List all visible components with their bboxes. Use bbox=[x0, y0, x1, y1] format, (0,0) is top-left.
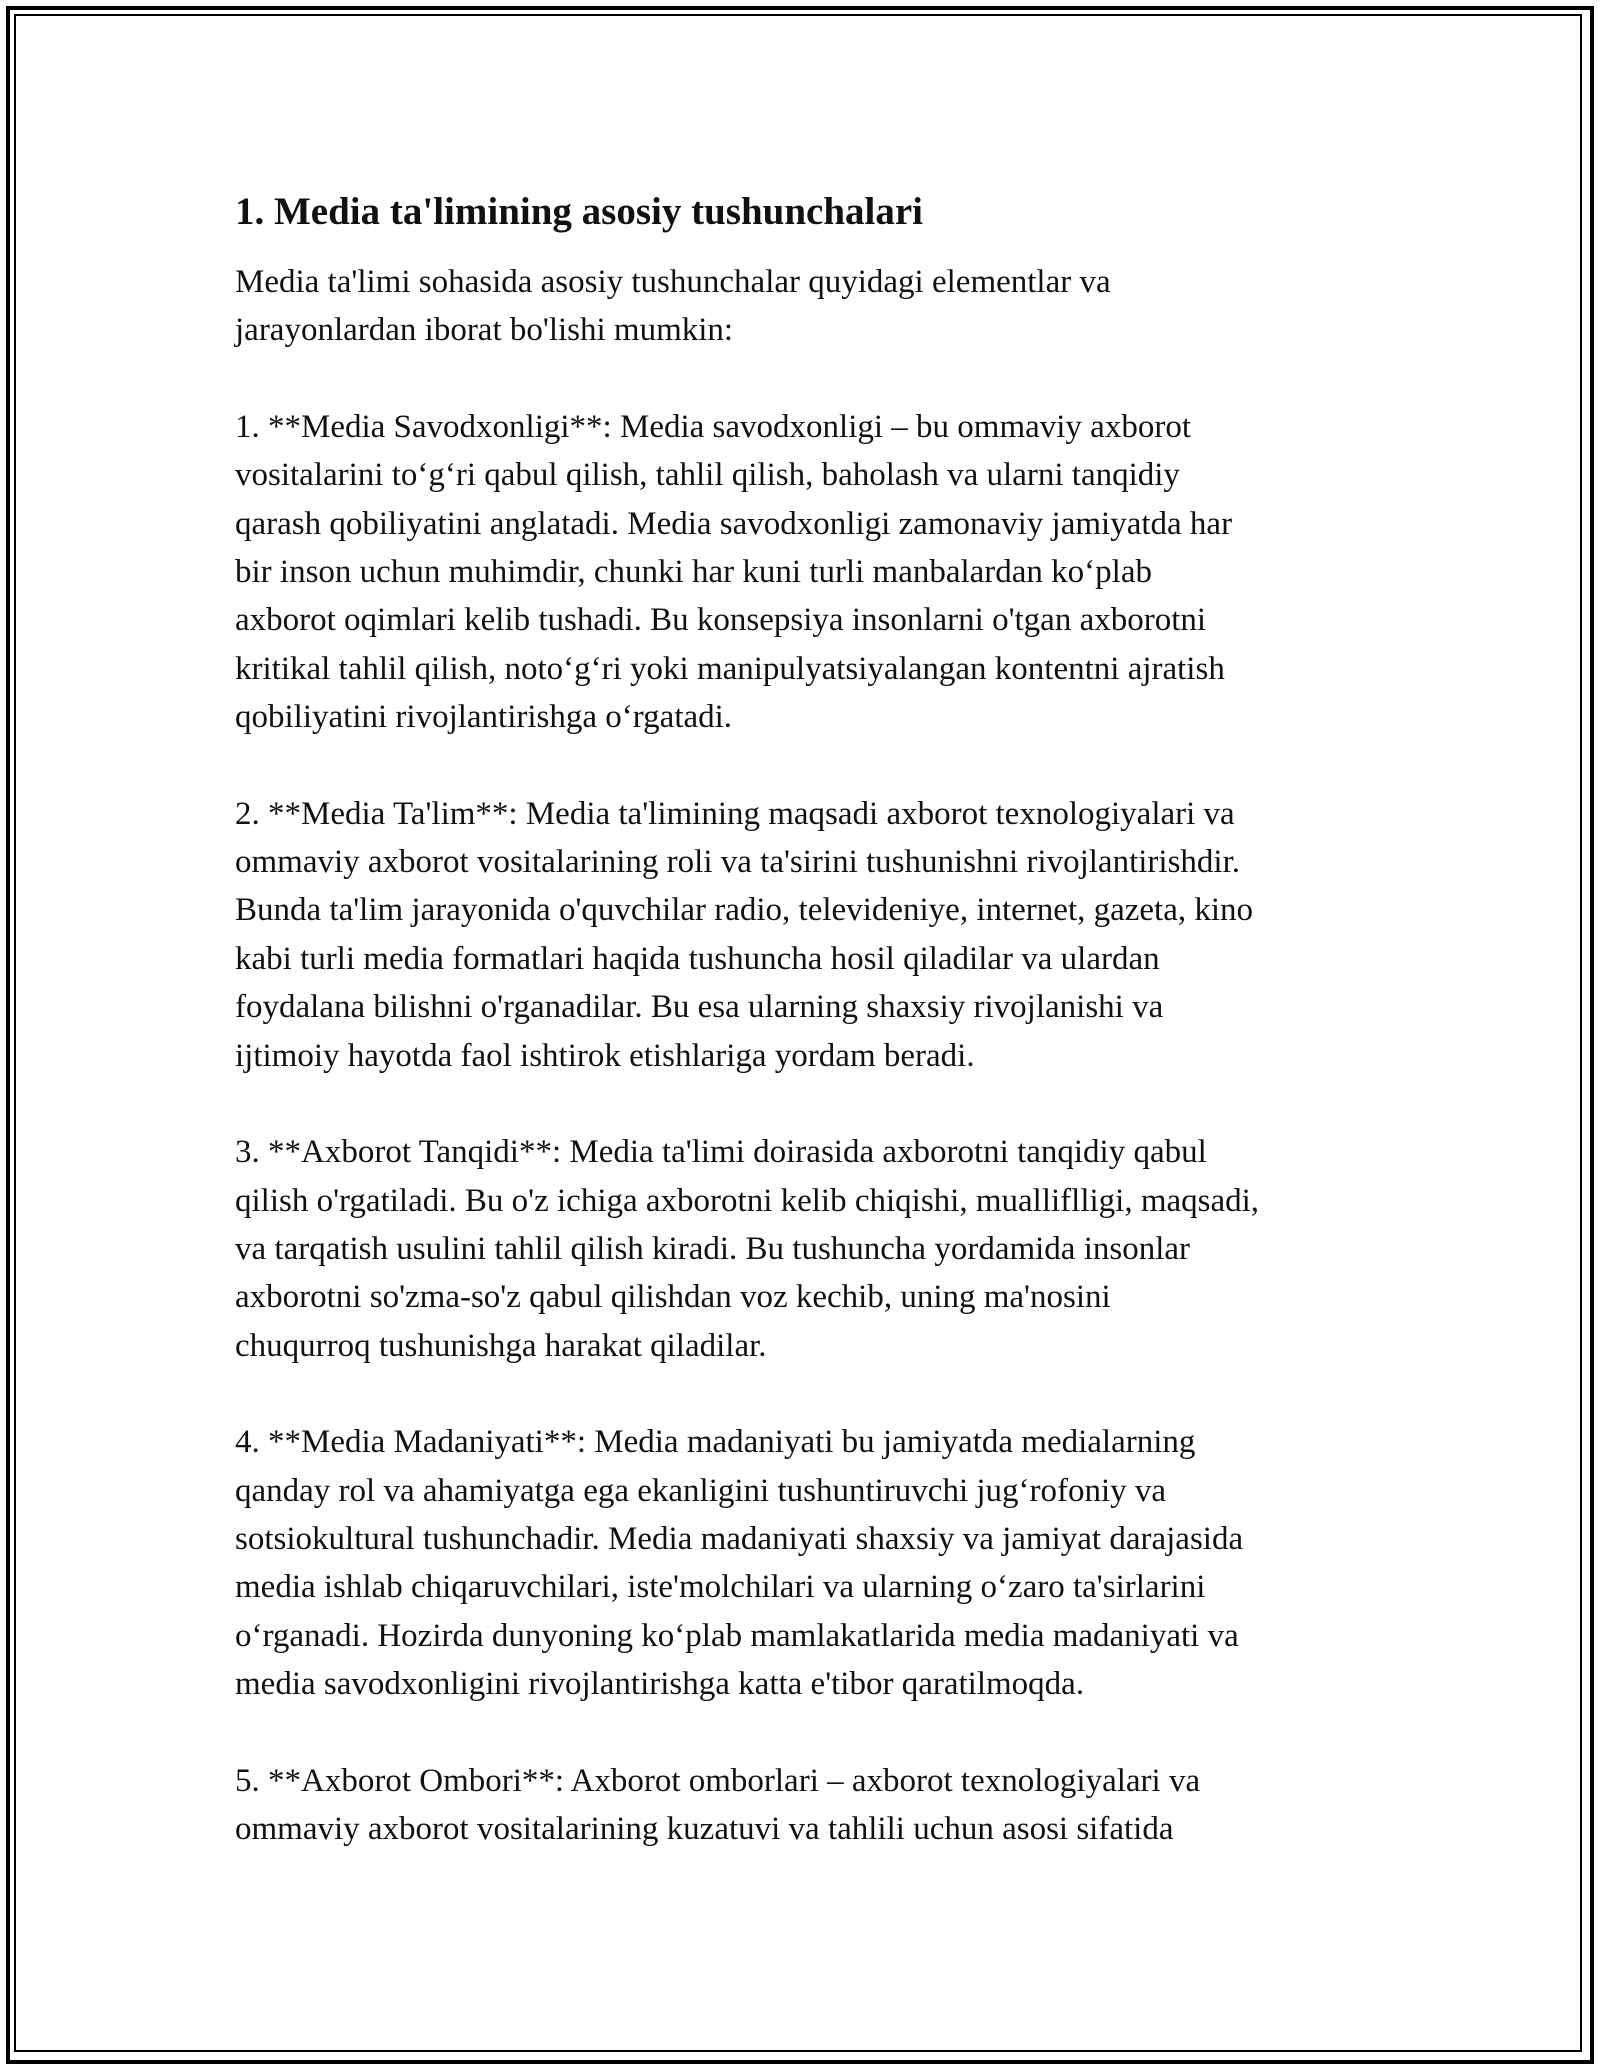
text-line: Bunda ta'lim jarayonida o'quvchilar radio, televideniye, internet, gazeta, kino bbox=[235, 892, 1254, 929]
text-line: sotsiokultural tushunchadir. Media madaniyati shaxsiy va jamiyat darajasida bbox=[235, 1520, 1244, 1557]
paragraph-axborot-tanqidi bbox=[235, 1128, 1385, 1370]
text-line: vositalarini to‘g‘ri qabul qilish, tahlil qilish, baholash va ularni tanqidiy bbox=[235, 457, 1180, 494]
document-body bbox=[235, 186, 1385, 1901]
text-line: qanday rol va ahamiyatga ega ekanligini tushuntiruvchi jug‘rofoniy va bbox=[235, 1472, 1167, 1509]
text-line: qilish o'rgatiladi. Bu o'z ichiga axborotni kelib chiqishi, mualliflligi, maqsadi, bbox=[235, 1182, 1260, 1219]
text-line: 3. **Axborot Tanqidi**: Media ta'limi doirasida axborotni tanqidiy qabul bbox=[235, 1134, 1207, 1171]
paragraph-axborot-ombori bbox=[235, 1757, 1385, 1854]
intro-paragraph bbox=[235, 258, 1385, 355]
section-heading: 1. Media ta'limining asosiy tushunchalari bbox=[235, 190, 924, 233]
text-line: media ishlab chiqaruvchilari, iste'molchilari va ularning o‘zaro ta'sirlarini bbox=[235, 1569, 1206, 1606]
text-line: kabi turli media formatlari haqida tushuncha hosil qiladilar va ulardan bbox=[235, 940, 1160, 977]
text-line: qarash qobiliyatini anglatadi. Media savodxonligi zamonaviy jamiyatda har bbox=[235, 505, 1233, 542]
text-line: va tarqatish usulini tahlil qilish kiradi. Bu tushuncha yordamida insonlar bbox=[235, 1230, 1191, 1267]
text-line: ijtimoiy hayotda faol ishtirok etishlariga yordam beradi. bbox=[235, 1037, 975, 1074]
text-line: axborot oqimlari kelib tushadi. Bu konsepsiya insonlarni o'tgan axborotni bbox=[235, 602, 1207, 639]
text-line: kritikal tahlil qilish, noto‘g‘ri yoki manipulyatsiyalangan kontentni ajratish bbox=[235, 650, 1225, 687]
text-line: ommaviy axborot vositalarining roli va ta'sirini tushunishni rivojlantirishdir. bbox=[235, 844, 1241, 881]
text-line: bir inson uchun muhimdir, chunki har kuni turli manbalardan ko‘plab bbox=[235, 554, 1152, 591]
text-line: o‘rganadi. Hozirda dunyoning ko‘plab mamlakatlarida media madaniyati va bbox=[235, 1617, 1239, 1654]
text-line: 4. **Media Madaniyati**: Media madaniyati bu jamiyatda medialarning bbox=[235, 1424, 1196, 1461]
text-line: foydalana bilishni o'rganadilar. Bu esa ularning shaxsiy rivojlanishi va bbox=[235, 989, 1164, 1026]
text-line: chuqurroq tushunishga harakat qiladilar. bbox=[235, 1327, 767, 1364]
paragraph-media-madaniyati bbox=[235, 1418, 1385, 1708]
text-line: qobiliyatini rivojlantirishga o‘rgatadi. bbox=[235, 699, 733, 736]
text-line: 1. **Media Savodxonligi**: Media savodxonligi – bu ommaviy axborot bbox=[235, 408, 1191, 445]
text-line: jarayonlardan iborat bo'lishi mumkin: bbox=[235, 312, 734, 349]
text-line: Media ta'limi sohasida asosiy tushunchalar quyidagi elementlar va bbox=[235, 264, 1111, 300]
paragraph-media-savodxonligi bbox=[235, 403, 1385, 742]
text-line: ommaviy axborot vositalarining kuzatuvi va tahlili uchun asosi sifatida bbox=[235, 1810, 1174, 1847]
text-line: media savodxonligini rivojlantirishga katta e'tibor qaratilmoqda. bbox=[235, 1666, 1085, 1703]
text-line: 5. **Axborot Ombori**: Axborot omborlari – axborot texnologiyalari va bbox=[235, 1762, 1201, 1799]
text-line: 2. **Media Ta'lim**: Media ta'limining maqsadi axborot texnologiyalari va bbox=[235, 795, 1235, 832]
paragraph-media-talim bbox=[235, 790, 1385, 1080]
text-line: axborotni so'zma-so'z qabul qilishdan voz kechib, uning ma'nosini bbox=[235, 1279, 1111, 1316]
